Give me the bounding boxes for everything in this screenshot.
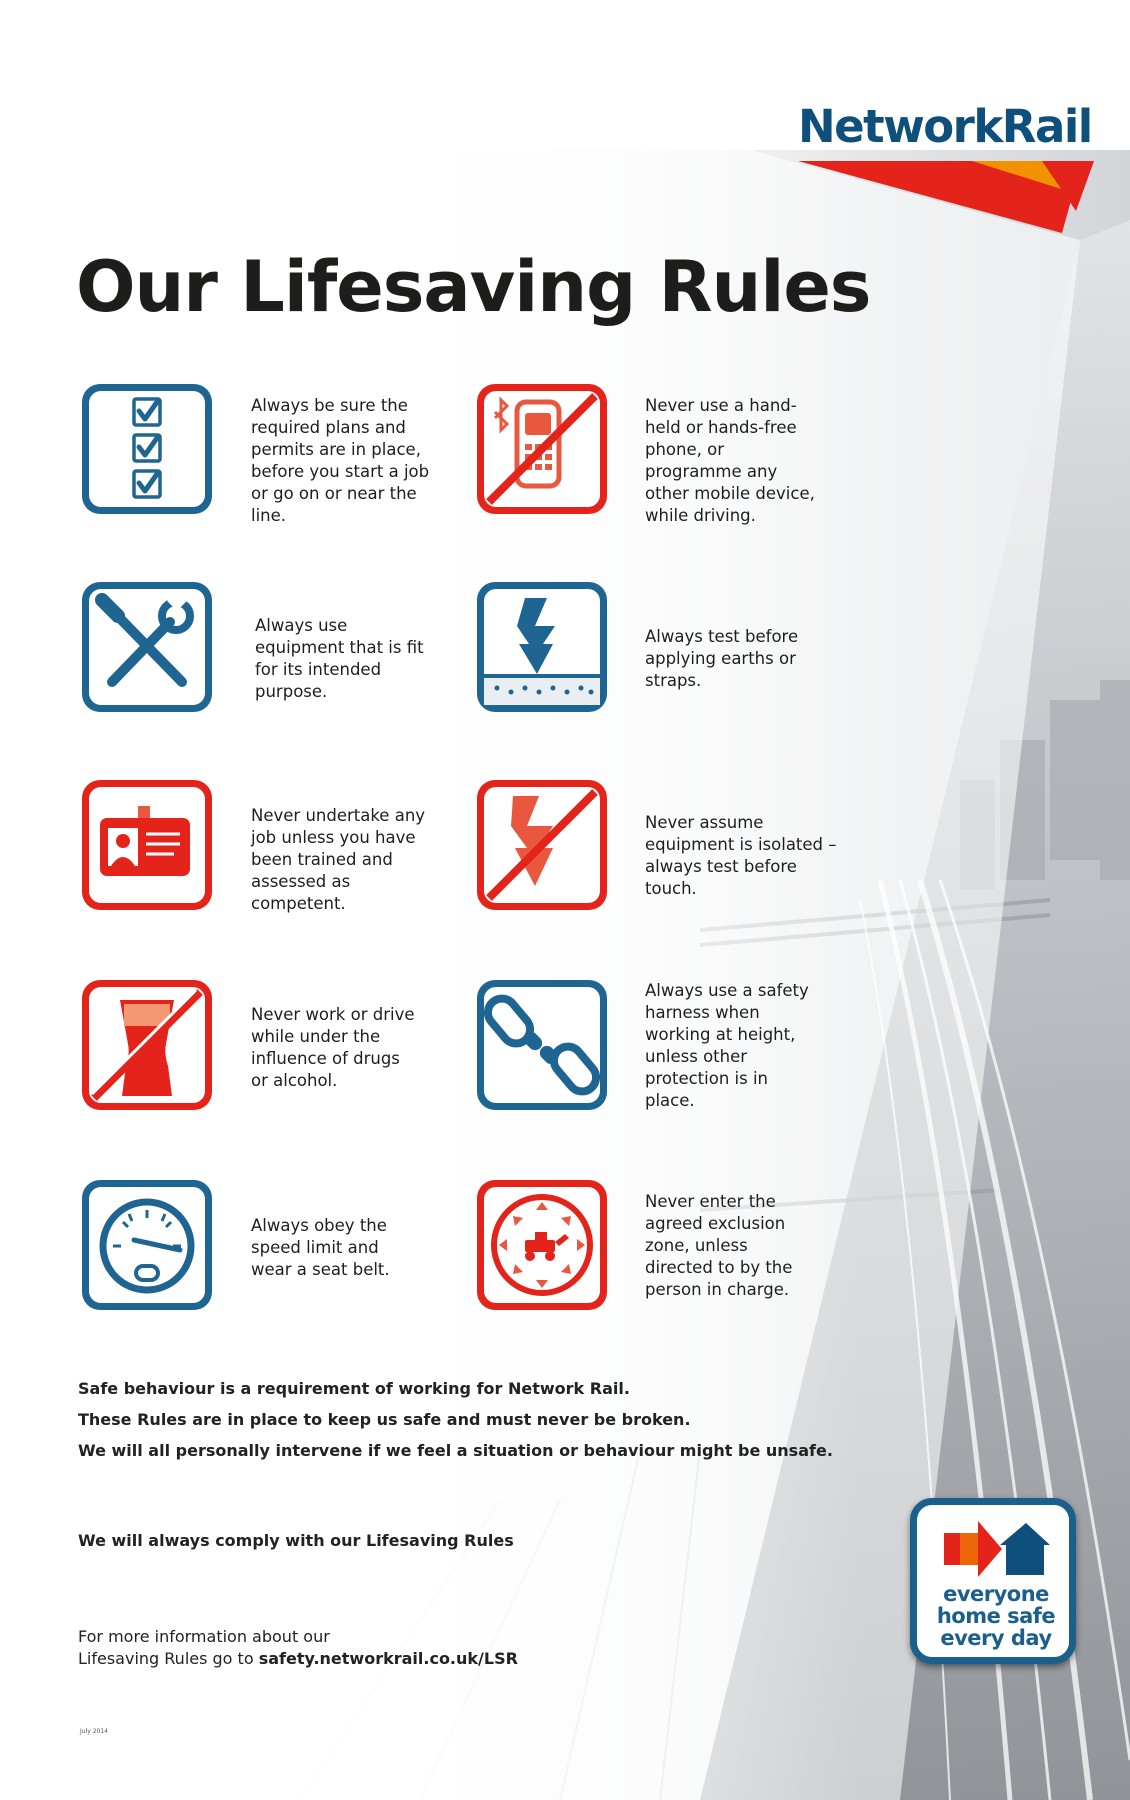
exclusion-zone-icon [473, 1176, 611, 1314]
rule-text-speed: Always obey the speed limit and wear a seat belt. [251, 1216, 390, 1279]
info-url-link[interactable]: safety.networkrail.co.uk/LSR [258, 1649, 518, 1668]
rule-text-mobile: Never use a hand-held or hands-free phone, or programme any other mobile device, while driving. [645, 396, 815, 525]
alcohol-prohibited-icon [78, 976, 216, 1114]
isolation-prohibited-icon [473, 776, 611, 914]
rule-text-exclusion: Never enter the agreed exclusion zone, unless directed to by the person in charge. [645, 1192, 793, 1299]
network-rail-logo [798, 100, 1102, 237]
issue-date: July 2014 [80, 1728, 108, 1735]
statement-line: These Rules are in place to keep us safe and must never be broken. [78, 1410, 691, 1429]
id-card-icon [78, 776, 216, 914]
logo-swoosh-icon [792, 153, 1102, 237]
tools-icon [78, 578, 216, 716]
statements [78, 1377, 833, 1470]
rule-text-equipment: Always use equipment that is fit for its intended purpose. [255, 616, 424, 701]
badge-line-1: everyone [943, 1582, 1049, 1606]
page-title: Our Lifesaving Rules [76, 246, 871, 328]
arrow-house-icon [942, 1519, 1052, 1579]
rule-text-competent: Never undertake any job unless you have been trained and assessed as competent. [251, 806, 426, 913]
checklist-icon [78, 380, 216, 518]
info-text [78, 1626, 518, 1670]
logo-wordmark: NetworkRail [798, 100, 1092, 153]
rule-text-plans: Always be sure the required plans and permits are in place, before you start a job or go on or near the line. [251, 396, 430, 525]
rule-text-earths: Always test before applying earths or straps. [645, 627, 799, 690]
mobile-phone-prohibited-icon [473, 380, 611, 518]
everyone-home-safe-badge [910, 1498, 1076, 1664]
comply-statement: We will always comply with our Lifesaving Rules [78, 1531, 514, 1550]
rule-text-harness: Always use a safety harness when working at height, unless other protection is in place. [645, 981, 809, 1110]
rule-text-alcohol: Never work or drive while under the influence of drugs or alcohol. [251, 1005, 415, 1090]
safety-harness-icon [473, 976, 611, 1114]
info-line-2-prefix: Lifesaving Rules go to [78, 1649, 259, 1668]
badge-line-2: home safe [936, 1604, 1056, 1628]
test-earth-icon [473, 578, 611, 716]
badge-slogan [923, 1583, 1069, 1649]
statement-line: We will all personally intervene if we feel a situation or behaviour might be unsafe. [78, 1441, 833, 1460]
rule-text-isolated: Never assume equipment is isolated – always test before touch. [645, 813, 837, 898]
info-line-2 [78, 1648, 518, 1670]
badge-line-3: every day [940, 1626, 1052, 1650]
statement-line: Safe behaviour is a requirement of working for Network Rail. [78, 1379, 630, 1398]
info-line-1: For more information about our [78, 1627, 330, 1646]
speedometer-icon [78, 1176, 216, 1314]
